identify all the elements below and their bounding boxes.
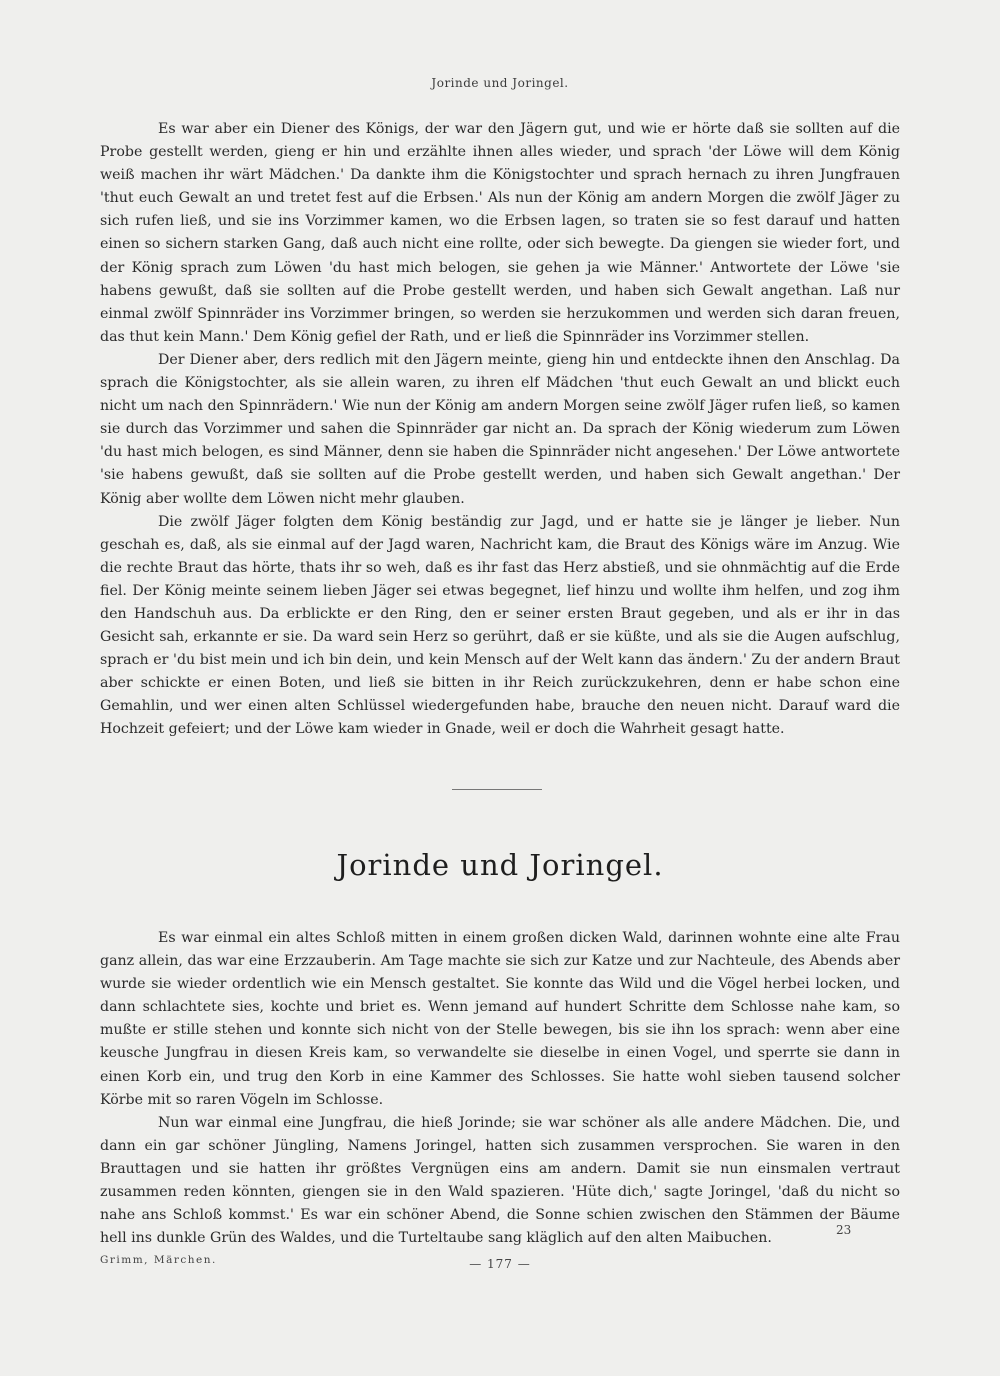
paragraph: Nun war einmal eine Jungfrau, die hieß Jorinde; sie war schöner als alle andere Mädchen. Die, und dann ein gar schöner Jüngling, Namens Joringel, hatten sich zusammen versprochen. Sie waren in den Brauttagen und sie hatten ihr größtes Vergnügen eins am andern. Damit sie nun einsmalen vertraut zusammen reden könnten, giengen sie in den Wald spazieren. 'Hüte dich,' sagte Joringel, 'daß du nicht so nahe ans Schloß kommst.' Es war ein schöner Abend, die Sonne schien zwischen den Stämmen der Bäume hell ins dunkle Grün des Waldes, und die Turteltaube sang kläglich auf den alten Maibuchen. <box>100 1114 900 1247</box>
running-head: Jorinde und Joringel. <box>431 76 569 90</box>
page-number: — 177 — <box>469 1257 531 1271</box>
tale-text <box>100 927 900 1250</box>
section-title: Jorinde und Joringel. <box>336 848 664 882</box>
sheet-signature-number: 23 <box>836 1223 852 1237</box>
paragraph: Es war aber ein Diener des Königs, der war den Jägern gut, und wie er hörte daß sie sollten auf die Probe gestellt werden, gieng er hin und erzählte ihnen alles wieder, und sprach 'der Löwe will dem König weiß machen ihr wärt Mädchen.' Da dankte ihm die Königstochter und sprach hernach zu ihren Jungfrauen 'thut euch Gewalt an und tretet fest auf die Erbsen.' Als nun der König am andern Morgen die zwölf Jäger zu sich rufen ließ, und sie ins Vorzimmer kamen, wo die Erbsen lagen, so traten sie so fest darauf und hatten einen so sichern starken Gang, daß auch nicht eine rollte, oder sich bewegte. Da giengen sie wieder fort, und der König sprach zum Löwen 'du hast mich belogen, sie gehen ja wie Männer.' Antwortete der Löwe 'sie habens gewußt, daß sie sollten auf die Probe gestellt werden, und haben sich Gewalt angethan. Laß nur einmal zwölf Spinnräder ins Vorzimmer bringen, so werden sie herzukommen und werden sich daran freuen, das thut kein Mann.' Dem König gefiel der Rath, und er ließ die Spinnräder ins Vorzimmer stellen. <box>100 121 900 345</box>
previous-tale-text <box>100 118 900 742</box>
section-divider <box>452 789 542 790</box>
paragraph: Es war einmal ein altes Schloß mitten in einem großen dicken Wald, darinnen wohnte eine alte Frau ganz allein, das war eine Erzzauberin. Am Tage machte sie sich zur Katze und zur Nachteule, des Abends aber wurde sie wieder ordentlich wie ein Mensch gestaltet. Sie konnte das Wild und die Vögel herbei locken, und dann schlachtete sies, kochte und briet es. Wenn jemand auf hundert Schritte dem Schlosse nahe kam, so mußte er stille stehen und konnte sich nicht von der Stelle bewegen, bis sie ihn los sprach: wenn aber eine keusche Jungfrau in diesen Kreis kam, so verwandelte sie dieselbe in einen Vogel, und sperrte sie dann in einen Korb ein, und trug den Korb in eine Kammer des Schlosses. Sie hatte wohl sieben tausend solcher Körbe mit so raren Vögeln im Schlosse. <box>100 930 900 1108</box>
printer-signature: Grimm, Märchen. <box>100 1254 217 1266</box>
paragraph: Der Diener aber, ders redlich mit den Jägern meinte, gieng hin und entdeckte ihnen den Anschlag. Da sprach die Königstochter, als sie allein waren, zu ihren elf Mädchen 'thut euch Gewalt an und blickt euch nicht um nach den Spinnrädern.' Wie nun der König am andern Morgen seine zwölf Jäger rufen ließ, so kamen sie durch das Vorzimmer und sahen die Spinnräder gar nicht an. Da sprach der König wiederum zum Löwen 'du hast mich belogen, es sind Männer, denn sie haben die Spinnräder nicht angesehen.' Der Löwe antwortete 'sie habens gewußt, daß sie sollten auf die Probe gestellt werden, und haben sich Gewalt angethan.' Der König aber wollte dem Löwen nicht mehr glauben. <box>100 351 900 507</box>
paragraph: Die zwölf Jäger folgten dem König beständig zur Jagd, und er hatte sie je länger je lieber. Nun geschah es, daß, als sie einmal auf der Jagd waren, Nachricht kam, die Braut des Königs wäre im Anzug. Wie die rechte Braut das hörte, thats ihr so weh, daß es ihr fast das Herz abstieß, und sie ohnmächtig auf die Erde fiel. Der König meinte seinem lieben Jäger sei etwas begegnet, lief hinzu und wollte ihm helfen, und zog ihm den Handschuh aus. Da erblickte er den Ring, den er seiner ersten Braut gegeben, und als er ihr in das Gesicht sah, erkannte er sie. Da ward sein Herz so gerührt, daß er sie küßte, und als sie die Augen aufschlug, sprach er 'du bist mein und ich bin dein, und kein Mensch auf der Welt kann das ändern.' Zu der andern Braut aber schickte er einen Boten, und ließ sie bitten in ihr Reich zurückzukehren, denn er habe schon eine Gemahlin, und wer einen alten Schlüssel wiedergefunden habe, brauche den neuen nicht. Darauf ward die Hochzeit gefeiert; und der Löwe kam wieder in Gnade, weil er doch die Wahrheit gesagt hatte. <box>100 513 900 738</box>
